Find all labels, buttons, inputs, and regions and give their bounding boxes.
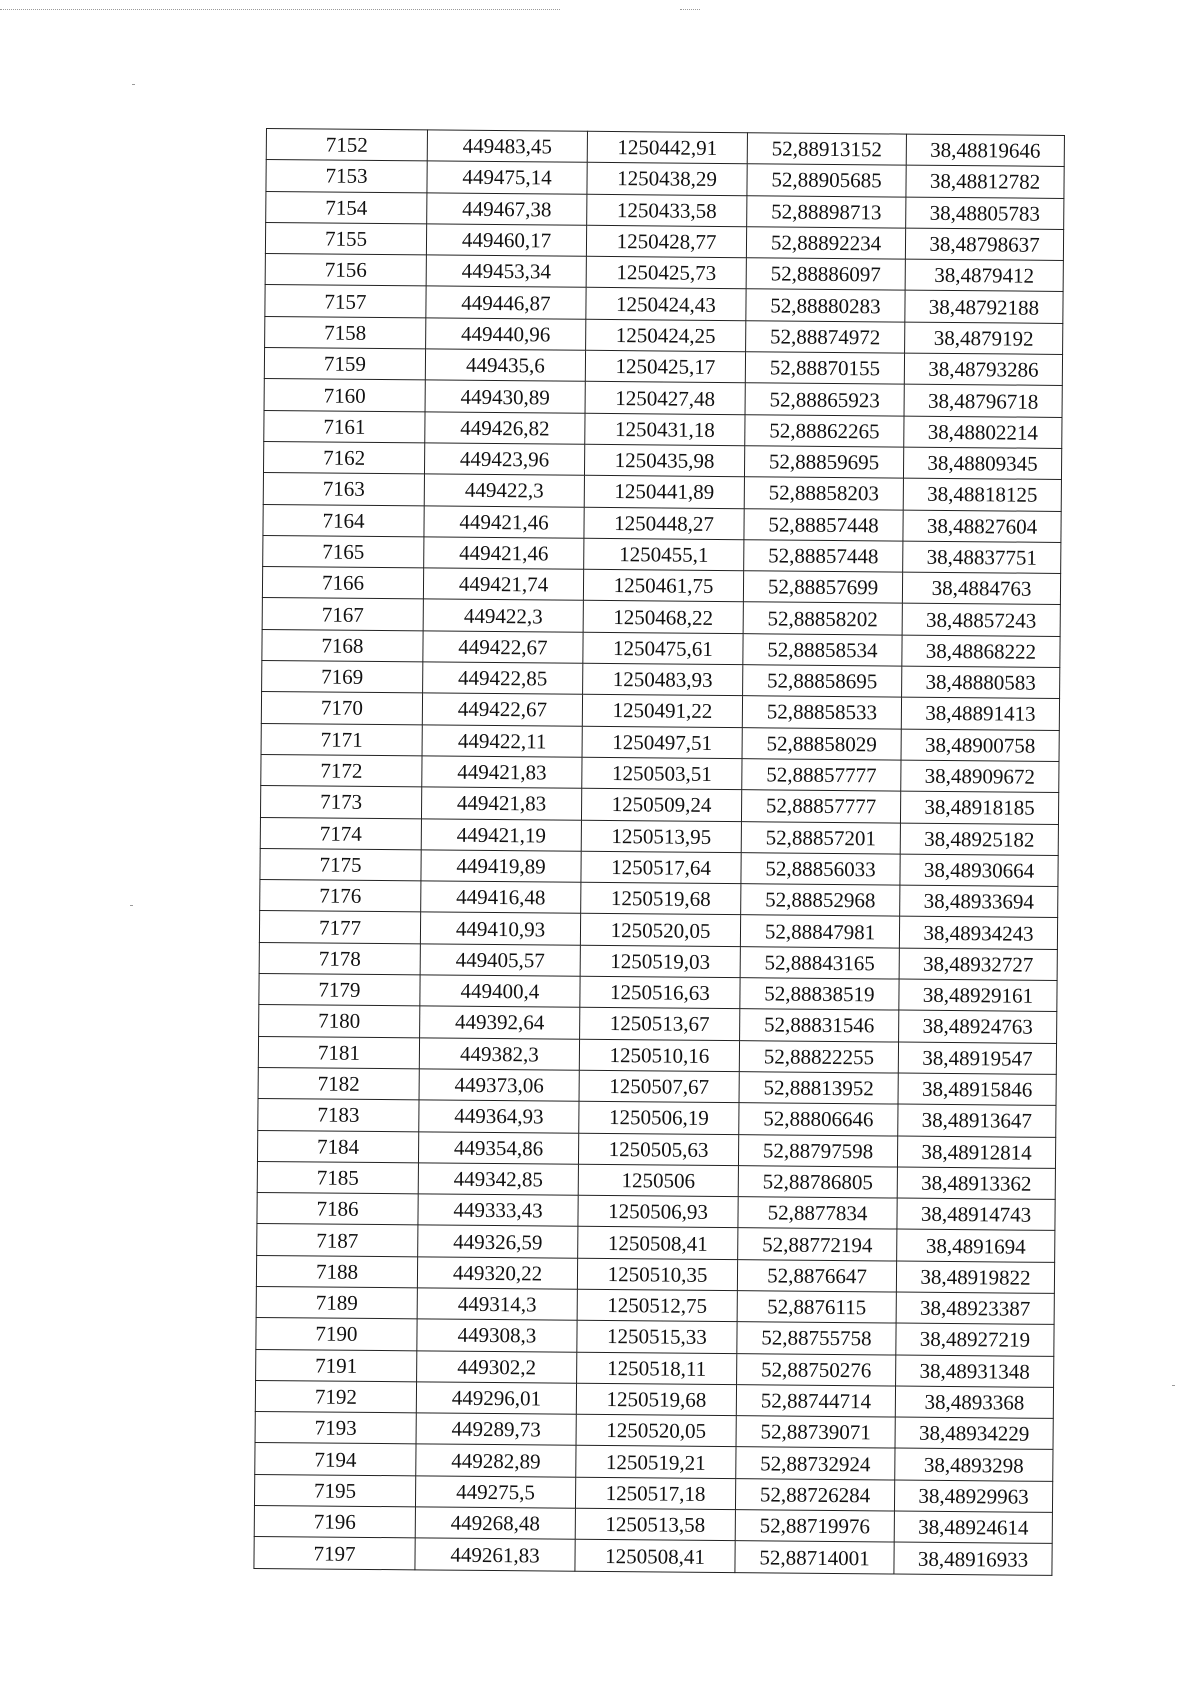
x-coordinate-cell: 449373,06 bbox=[419, 1069, 579, 1102]
point-number-cell: 7178 bbox=[259, 942, 420, 975]
y-coordinate-cell: 1250516,63 bbox=[580, 976, 740, 1009]
table-row bbox=[254, 1537, 1052, 1575]
scan-speck bbox=[1172, 1385, 1175, 1386]
latitude-cell: 52,88858534 bbox=[743, 633, 902, 666]
point-number-cell: 7197 bbox=[254, 1537, 415, 1570]
x-coordinate-cell: 449423,96 bbox=[424, 443, 584, 476]
x-coordinate-cell: 449410,93 bbox=[420, 912, 580, 945]
longitude-cell: 38,48915846 bbox=[898, 1073, 1056, 1106]
point-number-cell: 7170 bbox=[261, 692, 422, 725]
x-coordinate-cell: 449419,89 bbox=[421, 850, 581, 883]
y-coordinate-cell: 1250497,51 bbox=[582, 726, 742, 759]
y-coordinate-cell: 1250508,41 bbox=[575, 1540, 735, 1573]
longitude-cell: 38,48919547 bbox=[898, 1042, 1056, 1075]
point-number-cell: 7161 bbox=[264, 410, 425, 443]
scan-artifact-line bbox=[0, 9, 560, 10]
longitude-cell: 38,4891694 bbox=[897, 1229, 1055, 1262]
x-coordinate-cell: 449282,89 bbox=[416, 1444, 576, 1477]
y-coordinate-cell: 1250513,95 bbox=[581, 820, 741, 853]
longitude-cell: 38,4879412 bbox=[905, 259, 1063, 292]
y-coordinate-cell: 1250427,48 bbox=[585, 382, 745, 415]
longitude-cell: 38,48827604 bbox=[903, 510, 1061, 543]
x-coordinate-cell: 449467,38 bbox=[427, 193, 587, 226]
y-coordinate-cell: 1250461,75 bbox=[583, 569, 743, 602]
latitude-cell: 52,88852968 bbox=[741, 884, 900, 917]
longitude-cell: 38,4884763 bbox=[902, 572, 1060, 605]
longitude-cell: 38,48798637 bbox=[905, 228, 1063, 261]
longitude-cell: 38,48792188 bbox=[905, 291, 1063, 324]
y-coordinate-cell: 1250513,67 bbox=[580, 1008, 740, 1041]
latitude-cell: 52,88750276 bbox=[737, 1353, 896, 1386]
y-coordinate-cell: 1250455,1 bbox=[584, 538, 744, 571]
x-coordinate-cell: 449354,86 bbox=[418, 1131, 578, 1164]
y-coordinate-cell: 1250510,16 bbox=[579, 1039, 739, 1072]
scan-speck bbox=[132, 84, 135, 85]
point-number-cell: 7187 bbox=[257, 1224, 418, 1257]
point-number-cell: 7195 bbox=[254, 1474, 415, 1507]
y-coordinate-cell: 1250425,17 bbox=[585, 350, 745, 383]
longitude-cell: 38,48933694 bbox=[900, 885, 1058, 918]
x-coordinate-cell: 449275,5 bbox=[415, 1476, 575, 1509]
longitude-cell: 38,48793286 bbox=[904, 353, 1062, 386]
point-number-cell: 7184 bbox=[257, 1130, 418, 1163]
longitude-cell: 38,48819646 bbox=[906, 134, 1064, 167]
x-coordinate-cell: 449400,4 bbox=[420, 975, 580, 1008]
point-number-cell: 7173 bbox=[260, 786, 421, 819]
x-coordinate-cell: 449430,89 bbox=[425, 380, 585, 413]
coordinates-table bbox=[253, 128, 1065, 1576]
y-coordinate-cell: 1250424,43 bbox=[586, 288, 746, 321]
point-number-cell: 7155 bbox=[265, 222, 426, 255]
y-coordinate-cell: 1250506 bbox=[578, 1164, 738, 1197]
longitude-cell: 38,48913647 bbox=[898, 1104, 1056, 1137]
longitude-cell: 38,48809345 bbox=[903, 447, 1061, 480]
y-coordinate-cell: 1250468,22 bbox=[583, 601, 743, 634]
latitude-cell: 52,88726284 bbox=[735, 1478, 894, 1511]
y-coordinate-cell: 1250428,77 bbox=[586, 225, 746, 258]
latitude-cell: 52,88831546 bbox=[740, 1009, 899, 1042]
y-coordinate-cell: 1250517,18 bbox=[575, 1477, 735, 1510]
scan-speck bbox=[130, 905, 133, 906]
point-number-cell: 7156 bbox=[265, 254, 426, 287]
y-coordinate-cell: 1250519,68 bbox=[581, 882, 741, 915]
y-coordinate-cell: 1250431,18 bbox=[585, 413, 745, 446]
x-coordinate-cell: 449302,2 bbox=[417, 1350, 577, 1383]
x-coordinate-cell: 449364,93 bbox=[419, 1100, 579, 1133]
y-coordinate-cell: 1250424,25 bbox=[586, 319, 746, 352]
x-coordinate-cell: 449475,14 bbox=[427, 161, 587, 194]
point-number-cell: 7168 bbox=[262, 629, 423, 662]
longitude-cell: 38,48818125 bbox=[903, 478, 1061, 511]
longitude-cell: 38,48914743 bbox=[897, 1198, 1055, 1231]
y-coordinate-cell: 1250435,98 bbox=[584, 444, 744, 477]
point-number-cell: 7189 bbox=[256, 1286, 417, 1319]
x-coordinate-cell: 449421,46 bbox=[424, 537, 584, 570]
y-coordinate-cell: 1250438,29 bbox=[587, 163, 747, 196]
latitude-cell: 52,88858202 bbox=[743, 602, 902, 635]
latitude-cell: 52,88732924 bbox=[736, 1447, 895, 1480]
scan-artifact-line bbox=[680, 9, 700, 10]
point-number-cell: 7185 bbox=[257, 1161, 418, 1194]
x-coordinate-cell: 449289,73 bbox=[416, 1413, 576, 1446]
point-number-cell: 7157 bbox=[265, 285, 426, 318]
longitude-cell: 38,48868222 bbox=[902, 635, 1060, 668]
latitude-cell: 52,88913152 bbox=[747, 133, 906, 166]
x-coordinate-cell: 449416,48 bbox=[421, 881, 581, 914]
longitude-cell: 38,48934229 bbox=[895, 1417, 1053, 1450]
latitude-cell: 52,88838519 bbox=[740, 978, 899, 1011]
point-number-cell: 7192 bbox=[255, 1380, 416, 1413]
x-coordinate-cell: 449440,96 bbox=[426, 318, 586, 351]
x-coordinate-cell: 449446,87 bbox=[426, 286, 586, 319]
longitude-cell: 38,48857243 bbox=[902, 604, 1060, 637]
longitude-cell: 38,48924614 bbox=[894, 1511, 1052, 1544]
x-coordinate-cell: 449392,64 bbox=[420, 1006, 580, 1039]
latitude-cell: 52,88898713 bbox=[747, 195, 906, 228]
point-number-cell: 7154 bbox=[266, 191, 427, 224]
longitude-cell: 38,48916933 bbox=[894, 1542, 1052, 1575]
y-coordinate-cell: 1250519,21 bbox=[576, 1446, 736, 1479]
point-number-cell: 7194 bbox=[255, 1443, 416, 1476]
latitude-cell: 52,88857448 bbox=[744, 540, 903, 573]
x-coordinate-cell: 449421,83 bbox=[421, 787, 581, 820]
point-number-cell: 7175 bbox=[260, 848, 421, 881]
y-coordinate-cell: 1250506,93 bbox=[578, 1195, 738, 1228]
point-number-cell: 7179 bbox=[259, 973, 420, 1006]
latitude-cell: 52,8877834 bbox=[738, 1197, 897, 1230]
longitude-cell: 38,48929161 bbox=[899, 979, 1057, 1012]
longitude-cell: 38,48931348 bbox=[896, 1355, 1054, 1388]
y-coordinate-cell: 1250505,63 bbox=[578, 1133, 738, 1166]
y-coordinate-cell: 1250513,58 bbox=[575, 1508, 735, 1541]
latitude-cell: 52,88905685 bbox=[747, 164, 906, 197]
y-coordinate-cell: 1250520,05 bbox=[580, 914, 740, 947]
point-number-cell: 7164 bbox=[263, 504, 424, 537]
longitude-cell: 38,48796718 bbox=[904, 384, 1062, 417]
x-coordinate-cell: 449342,85 bbox=[418, 1163, 578, 1196]
point-number-cell: 7152 bbox=[266, 129, 427, 162]
x-coordinate-cell: 449483,45 bbox=[427, 130, 587, 163]
point-number-cell: 7159 bbox=[264, 348, 425, 381]
point-number-cell: 7176 bbox=[260, 880, 421, 913]
latitude-cell: 52,88772194 bbox=[738, 1228, 897, 1261]
y-coordinate-cell: 1250506,19 bbox=[579, 1101, 739, 1134]
y-coordinate-cell: 1250491,22 bbox=[582, 695, 742, 728]
latitude-cell: 52,88719976 bbox=[735, 1510, 894, 1543]
point-number-cell: 7174 bbox=[260, 817, 421, 850]
y-coordinate-cell: 1250433,58 bbox=[587, 194, 747, 227]
x-coordinate-cell: 449421,19 bbox=[421, 818, 581, 851]
longitude-cell: 38,48802214 bbox=[904, 416, 1062, 449]
point-number-cell: 7190 bbox=[256, 1318, 417, 1351]
point-number-cell: 7186 bbox=[257, 1193, 418, 1226]
longitude-cell: 38,48880583 bbox=[902, 666, 1060, 699]
longitude-cell: 38,48924763 bbox=[899, 1010, 1057, 1043]
longitude-cell: 38,48900758 bbox=[901, 729, 1059, 762]
longitude-cell: 38,48912814 bbox=[897, 1136, 1055, 1169]
latitude-cell: 52,88858203 bbox=[744, 477, 903, 510]
point-number-cell: 7182 bbox=[258, 1067, 419, 1100]
point-number-cell: 7177 bbox=[259, 911, 420, 944]
y-coordinate-cell: 1250515,33 bbox=[577, 1321, 737, 1354]
latitude-cell: 52,88870155 bbox=[745, 352, 904, 385]
latitude-cell: 52,88744714 bbox=[736, 1385, 895, 1418]
point-number-cell: 7191 bbox=[256, 1349, 417, 1382]
latitude-cell: 52,88858029 bbox=[742, 727, 901, 760]
longitude-cell: 38,4893368 bbox=[895, 1386, 1053, 1419]
x-coordinate-cell: 449422,67 bbox=[422, 693, 582, 726]
x-coordinate-cell: 449333,43 bbox=[418, 1194, 578, 1227]
latitude-cell: 52,8876647 bbox=[737, 1259, 896, 1292]
point-number-cell: 7171 bbox=[261, 723, 422, 756]
latitude-cell: 52,88847981 bbox=[740, 915, 899, 948]
point-number-cell: 7165 bbox=[263, 535, 424, 568]
longitude-cell: 38,48927219 bbox=[896, 1323, 1054, 1356]
point-number-cell: 7158 bbox=[265, 316, 426, 349]
longitude-cell: 38,48934243 bbox=[899, 916, 1057, 949]
x-coordinate-cell: 449421,74 bbox=[423, 568, 583, 601]
x-coordinate-cell: 449296,01 bbox=[416, 1382, 576, 1415]
longitude-cell: 38,48925182 bbox=[900, 823, 1058, 856]
y-coordinate-cell: 1250425,73 bbox=[586, 256, 746, 289]
y-coordinate-cell: 1250507,67 bbox=[579, 1070, 739, 1103]
x-coordinate-cell: 449422,3 bbox=[424, 474, 584, 507]
longitude-cell: 38,48932727 bbox=[899, 948, 1057, 981]
latitude-cell: 52,88843165 bbox=[740, 946, 899, 979]
latitude-cell: 52,88786805 bbox=[738, 1165, 897, 1198]
y-coordinate-cell: 1250517,64 bbox=[581, 851, 741, 884]
latitude-cell: 52,88714001 bbox=[735, 1541, 894, 1574]
longitude-cell: 38,48919822 bbox=[896, 1261, 1054, 1294]
longitude-cell: 38,48909672 bbox=[901, 760, 1059, 793]
x-coordinate-cell: 449435,6 bbox=[425, 349, 585, 382]
y-coordinate-cell: 1250519,03 bbox=[580, 945, 740, 978]
longitude-cell: 38,4879192 bbox=[905, 322, 1063, 355]
point-number-cell: 7162 bbox=[263, 441, 424, 474]
y-coordinate-cell: 1250475,61 bbox=[583, 632, 743, 665]
x-coordinate-cell: 449422,11 bbox=[422, 725, 582, 758]
point-number-cell: 7163 bbox=[263, 473, 424, 506]
latitude-cell: 52,88857777 bbox=[741, 790, 900, 823]
latitude-cell: 52,88797598 bbox=[738, 1134, 897, 1167]
latitude-cell: 52,88874972 bbox=[746, 320, 905, 353]
longitude-cell: 38,48929963 bbox=[894, 1480, 1052, 1513]
longitude-cell: 38,48805783 bbox=[906, 197, 1064, 230]
y-coordinate-cell: 1250510,35 bbox=[577, 1258, 737, 1291]
point-number-cell: 7166 bbox=[262, 567, 423, 600]
x-coordinate-cell: 449422,67 bbox=[423, 631, 583, 664]
latitude-cell: 52,88880283 bbox=[746, 289, 905, 322]
y-coordinate-cell: 1250483,93 bbox=[583, 663, 743, 696]
x-coordinate-cell: 449422,3 bbox=[423, 599, 583, 632]
longitude-cell: 38,48837751 bbox=[903, 541, 1061, 574]
y-coordinate-cell: 1250442,91 bbox=[587, 131, 747, 164]
point-number-cell: 7153 bbox=[266, 160, 427, 193]
point-number-cell: 7183 bbox=[258, 1099, 419, 1132]
latitude-cell: 52,88858533 bbox=[742, 696, 901, 729]
x-coordinate-cell: 449268,48 bbox=[415, 1507, 575, 1540]
latitude-cell: 52,88857777 bbox=[742, 759, 901, 792]
point-number-cell: 7169 bbox=[262, 661, 423, 694]
point-number-cell: 7193 bbox=[255, 1412, 416, 1445]
x-coordinate-cell: 449426,82 bbox=[425, 412, 585, 445]
y-coordinate-cell: 1250441,89 bbox=[584, 476, 744, 509]
x-coordinate-cell: 449422,85 bbox=[423, 662, 583, 695]
longitude-cell: 38,4893298 bbox=[895, 1449, 1053, 1482]
y-coordinate-cell: 1250519,68 bbox=[576, 1383, 736, 1416]
y-coordinate-cell: 1250448,27 bbox=[584, 507, 744, 540]
latitude-cell: 52,88865923 bbox=[745, 383, 904, 416]
latitude-cell: 52,88886097 bbox=[746, 258, 905, 291]
x-coordinate-cell: 449405,57 bbox=[420, 944, 580, 977]
latitude-cell: 52,88857699 bbox=[743, 571, 902, 604]
latitude-cell: 52,88806646 bbox=[739, 1103, 898, 1136]
latitude-cell: 52,88755758 bbox=[737, 1322, 896, 1355]
y-coordinate-cell: 1250518,11 bbox=[577, 1352, 737, 1385]
latitude-cell: 52,88892234 bbox=[746, 227, 905, 260]
point-number-cell: 7160 bbox=[264, 379, 425, 412]
x-coordinate-cell: 449308,3 bbox=[417, 1319, 577, 1352]
latitude-cell: 52,88859695 bbox=[744, 446, 903, 479]
latitude-cell: 52,8876115 bbox=[737, 1291, 896, 1324]
latitude-cell: 52,88857448 bbox=[744, 508, 903, 541]
point-number-cell: 7188 bbox=[256, 1255, 417, 1288]
x-coordinate-cell: 449326,59 bbox=[418, 1225, 578, 1258]
longitude-cell: 38,48918185 bbox=[900, 791, 1058, 824]
latitude-cell: 52,88858695 bbox=[743, 665, 902, 698]
point-number-cell: 7181 bbox=[258, 1036, 419, 1069]
x-coordinate-cell: 449261,83 bbox=[415, 1538, 575, 1571]
x-coordinate-cell: 449314,3 bbox=[417, 1288, 577, 1321]
latitude-cell: 52,88739071 bbox=[736, 1416, 895, 1449]
latitude-cell: 52,88822255 bbox=[739, 1040, 898, 1073]
longitude-cell: 38,48923387 bbox=[896, 1292, 1054, 1325]
latitude-cell: 52,88813952 bbox=[739, 1072, 898, 1105]
point-number-cell: 7196 bbox=[254, 1506, 415, 1539]
y-coordinate-cell: 1250520,05 bbox=[576, 1414, 736, 1447]
point-number-cell: 7167 bbox=[262, 598, 423, 631]
coordinates-table-body bbox=[254, 129, 1065, 1576]
x-coordinate-cell: 449453,34 bbox=[426, 255, 586, 288]
latitude-cell: 52,88857201 bbox=[741, 821, 900, 854]
latitude-cell: 52,88856033 bbox=[741, 853, 900, 886]
y-coordinate-cell: 1250508,41 bbox=[578, 1227, 738, 1260]
x-coordinate-cell: 449320,22 bbox=[417, 1257, 577, 1290]
x-coordinate-cell: 449421,83 bbox=[422, 756, 582, 789]
longitude-cell: 38,48913362 bbox=[897, 1167, 1055, 1200]
longitude-cell: 38,48891413 bbox=[901, 697, 1059, 730]
longitude-cell: 38,48812782 bbox=[906, 165, 1064, 198]
y-coordinate-cell: 1250503,51 bbox=[582, 757, 742, 790]
y-coordinate-cell: 1250509,24 bbox=[581, 789, 741, 822]
x-coordinate-cell: 449382,3 bbox=[419, 1037, 579, 1070]
point-number-cell: 7172 bbox=[261, 754, 422, 787]
x-coordinate-cell: 449460,17 bbox=[426, 224, 586, 257]
x-coordinate-cell: 449421,46 bbox=[424, 505, 584, 538]
point-number-cell: 7180 bbox=[259, 1005, 420, 1038]
latitude-cell: 52,88862265 bbox=[745, 414, 904, 447]
longitude-cell: 38,48930664 bbox=[900, 854, 1058, 887]
y-coordinate-cell: 1250512,75 bbox=[577, 1289, 737, 1322]
